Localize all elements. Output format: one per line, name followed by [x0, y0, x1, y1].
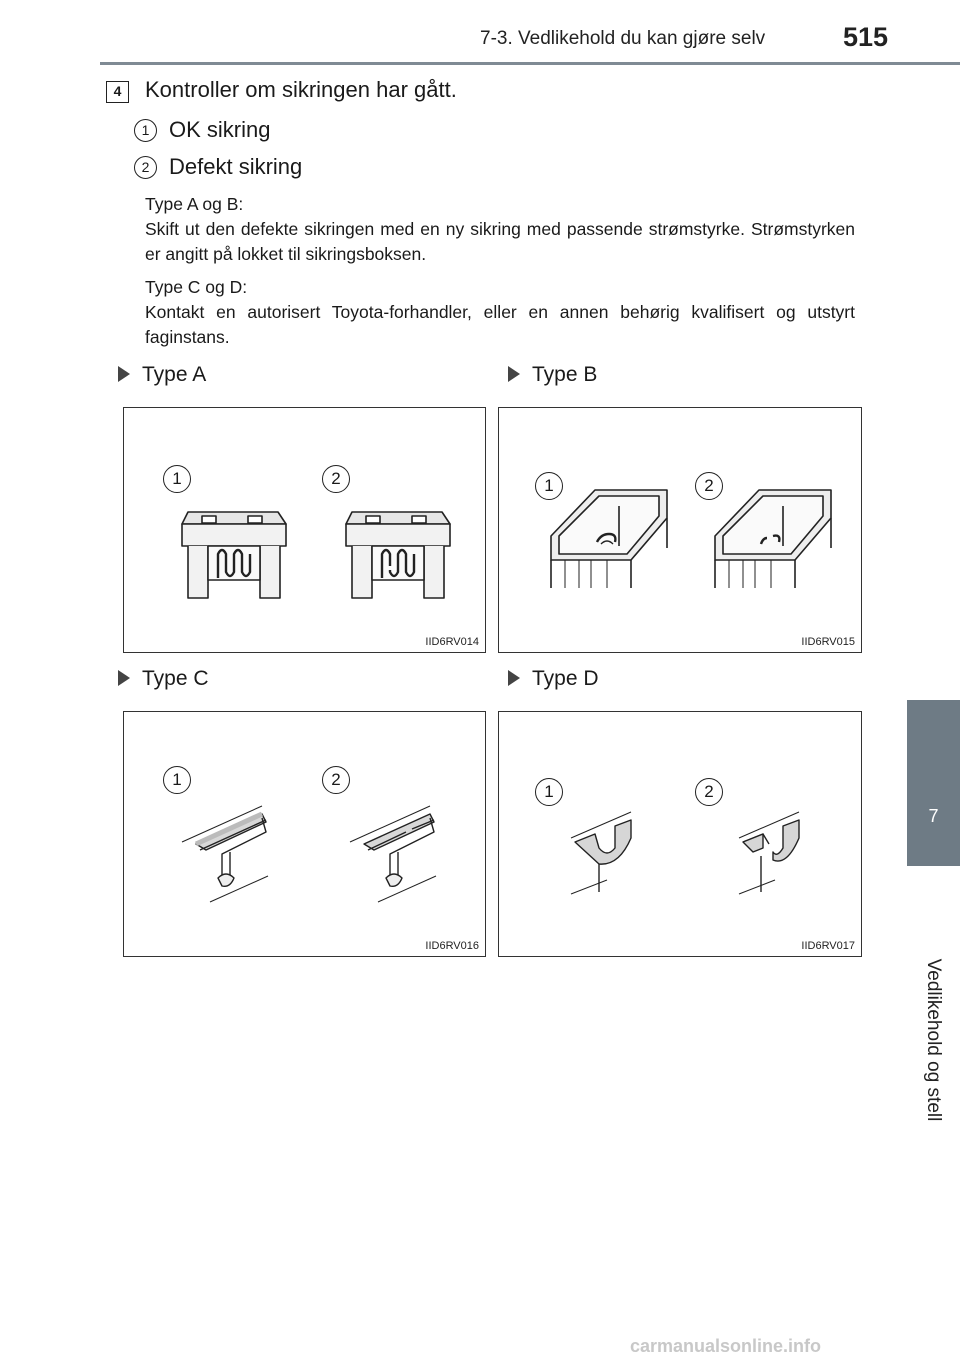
- triangle-bullet-icon: [118, 366, 130, 382]
- type-b-heading: Type B: [508, 363, 597, 387]
- figure-callout-1: 1: [535, 472, 563, 500]
- figure-type-d: [498, 711, 862, 957]
- triangle-bullet-icon: [508, 670, 520, 686]
- fusible-element-illustration: [499, 712, 863, 958]
- figure-type-c: [123, 711, 486, 957]
- chapter-number: 7: [928, 806, 939, 826]
- figure-type-b: [498, 407, 862, 653]
- instruction-heading: Type C og D:: [145, 277, 248, 297]
- type-d-heading: Type D: [508, 667, 599, 691]
- instruction-body: Skift ut den defekte sikringen med en ny sikring med passende strømstyrke. Strømstyrken er angitt på lokket til sikringsboksen.: [145, 219, 855, 264]
- type-a-heading: Type A: [118, 363, 206, 387]
- page-number: 515: [843, 22, 889, 52]
- figure-callout-2: 2: [322, 766, 350, 794]
- figure-callout-2: 2: [695, 472, 723, 500]
- type-c-heading: Type C: [118, 667, 209, 691]
- instruction-body: Kontakt en autorisert Toyota-forhandler, eller en annen behørig kvalifisert og utstyrt faginstans.: [145, 302, 855, 347]
- fusible-link-illustration: [124, 712, 487, 958]
- figure-callout-1: 1: [163, 465, 191, 493]
- figure-callout-1: 1: [163, 766, 191, 794]
- figure-type-a: [123, 407, 486, 653]
- callout-ok-fuse-label: OK sikring: [169, 117, 271, 142]
- figure-callout-2: 2: [322, 465, 350, 493]
- callout-2-badge: 2: [134, 156, 157, 179]
- instruction-type-c-d: [145, 275, 855, 350]
- callout-1-badge: 1: [134, 119, 157, 142]
- chapter-title: Vedlikehold og stell: [923, 958, 944, 1122]
- figure-code: IID6RV014: [425, 636, 479, 648]
- callout-blown-fuse-label: Defekt sikring: [169, 154, 303, 179]
- step-text: Kontroller om sikringen har gått.: [145, 77, 457, 102]
- instruction-type-a-b: [145, 192, 855, 267]
- step-number-badge: 4: [106, 81, 129, 103]
- chapter-tab: [907, 700, 960, 866]
- figure-code: IID6RV017: [801, 940, 855, 952]
- figure-callout-2: 2: [695, 778, 723, 806]
- instruction-heading: Type A og B:: [145, 194, 244, 214]
- section-title: 7-3. Vedlikehold du kan gjøre selv: [480, 28, 766, 49]
- cartridge-fuse-illustration: [499, 408, 863, 654]
- header-divider: [100, 62, 960, 65]
- figure-code: IID6RV015: [801, 636, 855, 648]
- blade-fuse-illustration: [124, 408, 487, 654]
- triangle-bullet-icon: [118, 670, 130, 686]
- watermark-text: carmanualsonline.info: [630, 1336, 822, 1356]
- figure-callout-1: 1: [535, 778, 563, 806]
- figure-code: IID6RV016: [425, 940, 479, 952]
- triangle-bullet-icon: [508, 366, 520, 382]
